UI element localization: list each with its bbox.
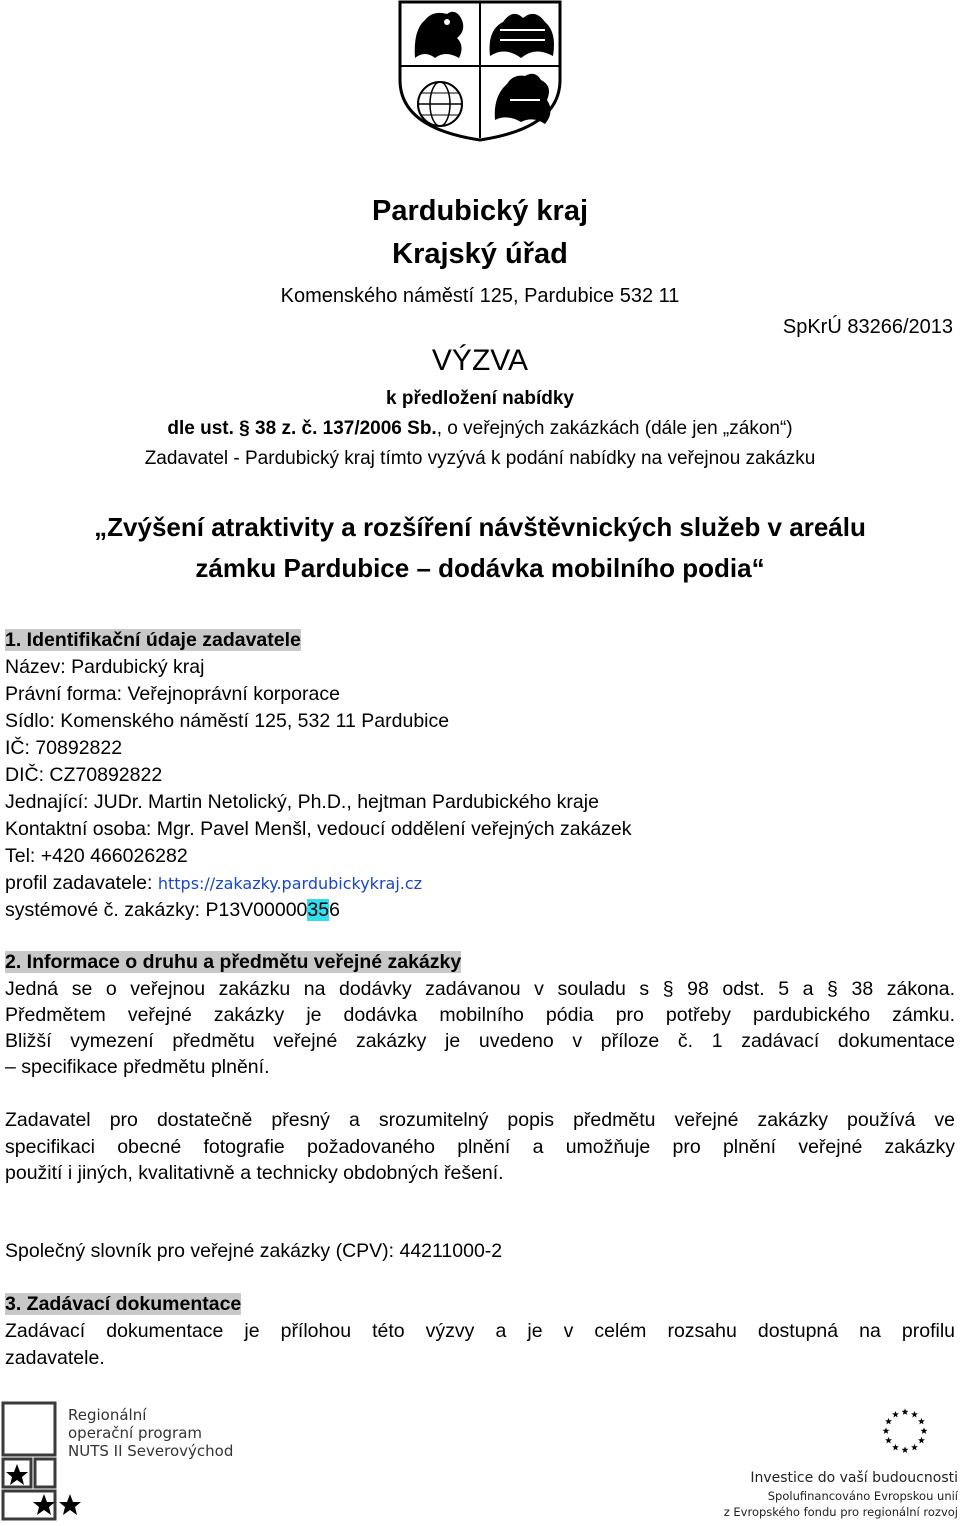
- eu-star: [911, 1411, 918, 1418]
- reference-number: SpKrÚ 83266/2013: [782, 316, 953, 338]
- eu-star: [883, 1427, 890, 1434]
- section2-p1-line4: – specifikace předmětu plnění.: [5, 1056, 270, 1078]
- telephone: Tel: +420 466026282: [5, 845, 188, 867]
- eu-star: [902, 1408, 909, 1415]
- invitation-text: Zadavatel - Pardubický kraj tímto vyzývá k podání nabídky na veřejnou zakázku: [144, 448, 816, 469]
- rop-line3: NUTS II Severovýchod: [68, 1442, 234, 1460]
- acting-person: Jednající: JUDr. Martin Netolický, Ph.D., hejtman Pardubického kraje: [5, 791, 599, 813]
- section3-line2: zadavatele.: [5, 1347, 105, 1369]
- eu-star: [892, 1411, 899, 1418]
- rop-line2: operační program: [68, 1424, 203, 1442]
- system-number: systémové č. zakázky: P13V00000356: [5, 899, 340, 921]
- document-title: VÝZVA: [431, 344, 529, 377]
- eu-flag-icon: [883, 1408, 928, 1453]
- section3-line1: Zadávací dokumentace je přílohou této výzvy a je v celém rozsahu dostupná na profilu: [5, 1320, 955, 1342]
- contracting-authority-name: Název: Pardubický kraj: [5, 656, 205, 678]
- buyer-profile: profil zadavatele: https://zakazky.pardubickykraj.cz: [5, 872, 423, 894]
- eu-logo: [690, 1398, 960, 1521]
- eu-star: [918, 1418, 925, 1425]
- eu-line3: z Evropského fondu pro regionální rozvoj: [723, 1505, 958, 1519]
- coat-of-arms-icon: [395, 0, 565, 142]
- eu-star: [892, 1444, 899, 1451]
- section2-p2-line1: Zadavatel pro dostatečně přesný a srozumitelný popis předmětu veřejné zakázky používá ve: [5, 1109, 955, 1131]
- eu-star: [921, 1427, 928, 1434]
- section3-heading: 3. Zadávací dokumentace: [5, 1293, 242, 1315]
- eu-line2: Spolufinancováno Evropskou unií: [767, 1489, 958, 1503]
- section2-heading: 2. Informace o druhu a předmětu veřejné zakázky: [5, 951, 462, 973]
- section2-p1-line1: Jedná se o veřejnou zakázku na dodávky zadávanou v souladu s § 98 odst. 5 a § 38 zákona.: [5, 978, 956, 1000]
- eu-star: [911, 1444, 918, 1451]
- office-address: Komenského náměstí 125, Pardubice 532 11: [280, 285, 680, 307]
- ic-number: IČ: 70892822: [5, 737, 123, 759]
- org-name: Pardubický kraj: [372, 195, 588, 227]
- contract-title-line2: zámku Pardubice – dodávka mobilního podia“: [195, 553, 765, 583]
- rop-logo: [0, 1398, 235, 1521]
- cpv-code: Společný slovník pro veřejné zakázky (CPV): 44211000-2: [5, 1240, 503, 1262]
- section2-p1-line2: Předmětem veřejné zakázky je dodávka mobilního pódia pro potřeby pardubického zámku.: [5, 1004, 955, 1026]
- eu-star: [885, 1437, 892, 1444]
- eu-line1: Investice do vaší budoucnosti: [750, 1470, 958, 1486]
- eu-star: [918, 1437, 925, 1444]
- law-reference: dle ust. § 38 z. č. 137/2006 Sb., o veřejných zakázkách (dále jen „zákon“): [167, 418, 793, 439]
- paragraph-sign-icon: §: [827, 978, 838, 1000]
- section2-p2-line3: použití i jiných, kvalitativně a technicky obdobných řešení.: [5, 1162, 504, 1184]
- paragraph-sign-icon: §: [662, 978, 674, 1000]
- section1-heading: 1. Identifikační údaje zadavatele: [5, 629, 301, 651]
- contract-title-line1: „Zvýšení atraktivity a rozšíření návštěvnických služeb v areálu: [94, 512, 866, 542]
- seat-address: Sídlo: Komenského náměstí 125, 532 11 Pardubice: [5, 710, 450, 732]
- legal-form: Právní forma: Veřejnoprávní korporace: [5, 683, 340, 705]
- contact-person: Kontaktní osoba: Mgr. Pavel Menšl, vedoucí oddělení veřejných zakázek: [5, 818, 632, 840]
- rop-line1: Regionální: [68, 1406, 147, 1424]
- eu-star: [885, 1418, 892, 1425]
- buyer-profile-link[interactable]: https://zakazky.pardubickykraj.cz: [157, 874, 423, 893]
- paragraph-sign-icon: §: [239, 418, 250, 439]
- section2-p1-line3: Bližší vymezení předmětu veřejné zakázky je uvedeno v příloze č. 1 zadávací dokumentace: [5, 1030, 955, 1052]
- office-name: Krajský úřad: [392, 238, 568, 270]
- document-subtitle: k předložení nabídky: [386, 388, 574, 409]
- eu-star: [902, 1446, 909, 1453]
- section2-p2-line2: specifikaci obecné fotografie požadovaného plnění a umožňuje pro plnění veřejné zakázky: [5, 1136, 955, 1158]
- dic-number: DIČ: CZ70892822: [5, 764, 163, 786]
